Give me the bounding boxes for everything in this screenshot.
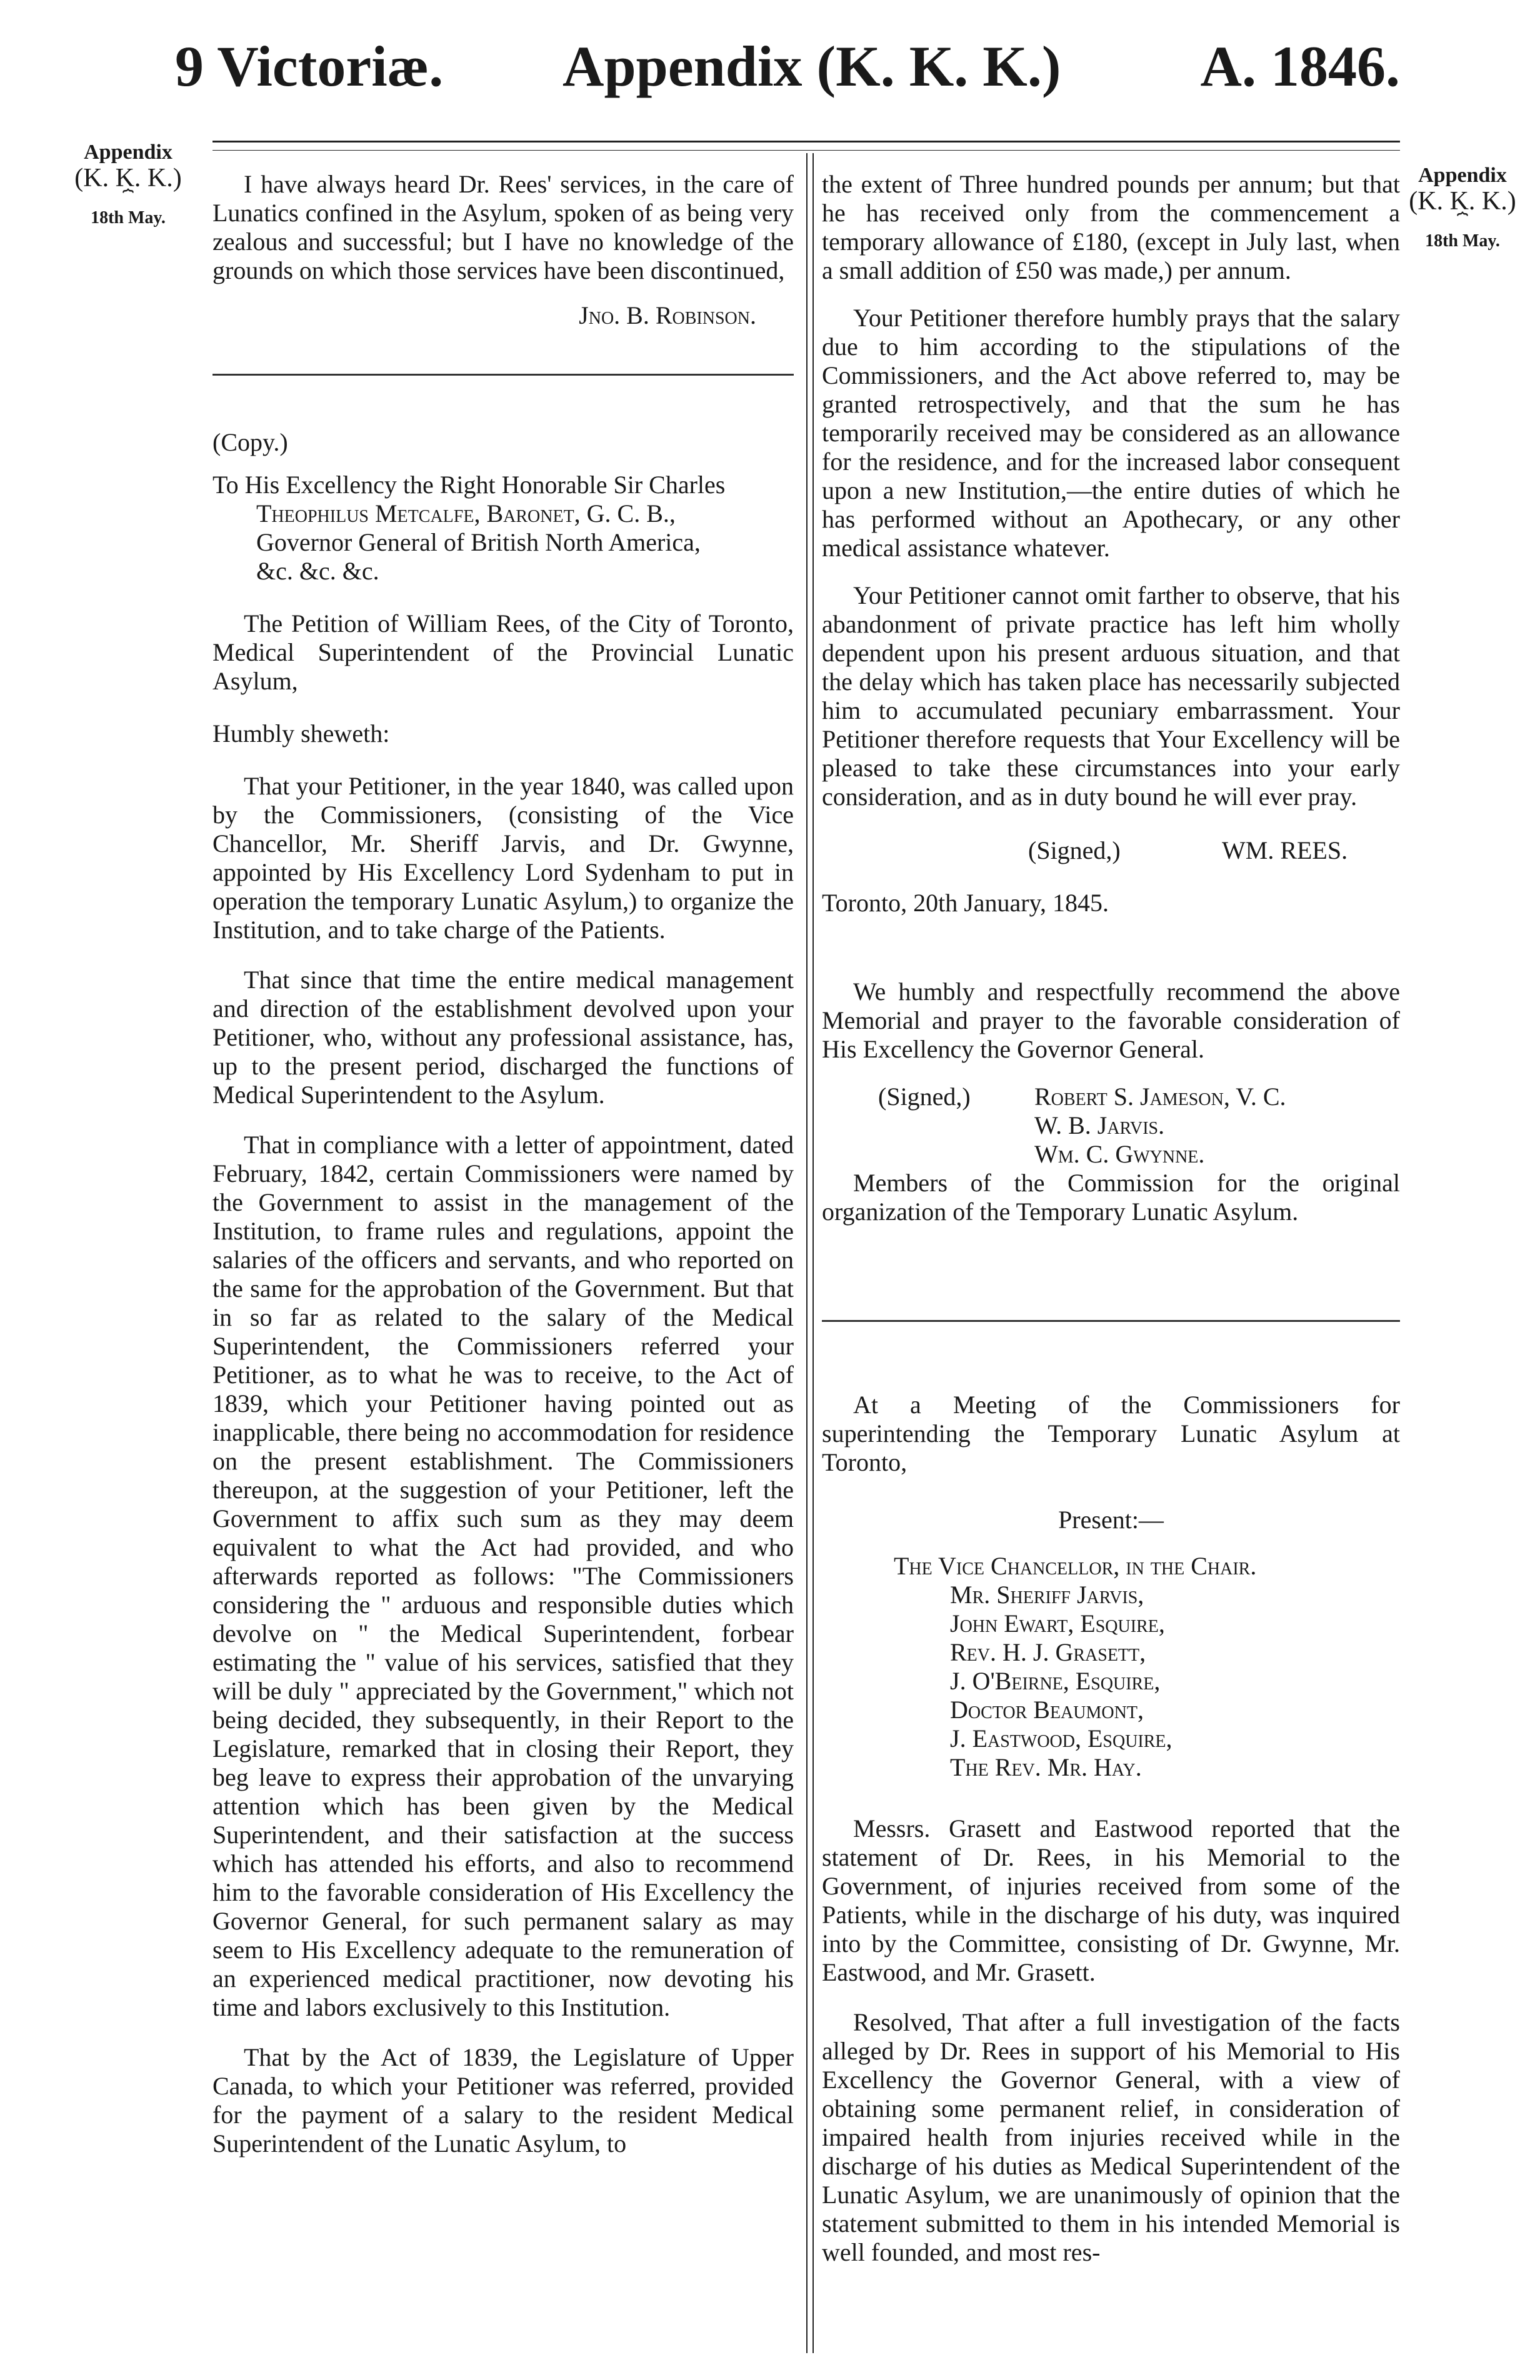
attendee: J. Eastwood, Esquire, <box>950 1724 1172 1752</box>
petition-paragraph: Your Petitioner therefore humbly prays that the salary due to him according to the stipulations of the Commissioners, and the Act above referred to, may be granted retrospectively, and that the sum he has temporarily received may be considered as an allowance for the residence, and for the increased labor consequent upon a new Institution,—the entire duties of which he has performed without an Apothecary, or any other medical assistance whatever. <box>822 304 1400 562</box>
margin-brace: ⏞ <box>122 189 134 210</box>
signer: Robert S. Jameson, V. C. <box>1034 1082 1286 1111</box>
section-rule <box>212 374 794 376</box>
signed-label: (Signed,) <box>878 1082 971 1111</box>
header-appendix: Appendix (K. K. K.) <box>562 34 1061 98</box>
present-label: Present:— <box>1058 1506 1164 1534</box>
petition-paragraph: That by the Act of 1839, the Legislature of Upper Canada, to which your Petitioner was referred, provided for the payment of a salary to the resident Medical Superintendent of the Lunatic Asylum, to <box>212 2043 794 2158</box>
letter-text: I have always heard Dr. Rees' services, in the care of Lunatics confined in the Asylum, spoken of as being very zealous and successful; but I have no knowledge of the grounds on which those services have been discontinued, <box>212 170 794 284</box>
margin-date: 18th May. <box>91 208 166 228</box>
address-block <box>212 471 794 586</box>
address-line: To His Excellency the Right Honorable Sir Charles <box>212 471 726 499</box>
signed-label: (Signed,) <box>1028 836 1121 864</box>
attendee-list <box>822 1552 1400 1782</box>
attendee: The Vice Chancellor, in the Chair. <box>894 1552 1257 1580</box>
petition-paragraph: Your Petitioner cannot omit farther to observe, that his abandonment of private practice has left him wholly dependent upon his present arduous situation, and that the delay which has taken place has necessarily subjected him to accumulated pecuniary embarrassment. Your Petitioner therefore requests that Your Excellency will be pleased to take these circumstances into your early consideration, and as in duty bound he will ever pray. <box>822 581 1400 811</box>
commission-members: Members of the Commission for the original organization of the Temporary Lunatic Asylum. <box>822 1169 1400 1226</box>
petition-paragraph: the extent of Three hundred pounds per annum; but that he has received only from the commencement a temporary allowance of £180, (except in July last, when a small addition of £50 was made,) per annum. <box>822 170 1400 284</box>
commission-signatures <box>822 1082 1400 1169</box>
column-divider-inner <box>812 153 814 2353</box>
address-line: Governor General of British North America, <box>256 528 701 556</box>
attendee: Mr. Sheriff Jarvis, <box>950 1581 1144 1609</box>
margin-label-right <box>1403 164 1522 251</box>
attendee: John Ewart, Esquire, <box>950 1609 1165 1638</box>
signed-name: WM. REES. <box>1222 836 1348 864</box>
committee-report: Messrs. Grasett and Eastwood reported that the statement of Dr. Rees, in his Memorial to the Government, of injuries received from some of the Patients, while in the discharge of his duty, was inquired into by the Committee, consisting of Dr. Gwynne, Mr. Eastwood, and Mr. Grasett. <box>822 1814 1400 1986</box>
column-divider <box>806 153 808 2353</box>
right-column <box>822 170 1400 2267</box>
signer: W. B. Jarvis. <box>1034 1111 1165 1139</box>
left-column <box>212 170 794 2158</box>
petition-paragraph: That since that time the entire medical management and direction of the establishment devolved upon your Petitioner, who, without any professional assistance, has, up to the present period, discharged the functions of Medical Superintendent to the Asylum. <box>212 966 794 1109</box>
header-rule <box>212 141 1400 142</box>
address-line: &c. &c. &c. <box>256 557 379 585</box>
header-rule-thin <box>212 150 1400 151</box>
page-header <box>175 25 1400 119</box>
margin-title: Appendix <box>84 141 172 164</box>
attendee: J. O'Beirne, Esquire, <box>950 1667 1161 1695</box>
attendee: Rev. H. J. Grasett, <box>950 1638 1146 1666</box>
petition-paragraph: That in compliance with a letter of appointment, dated February, 1842, certain Commissioners were named by the Government to assist in the management of the Institution, to frame rules and regulations, appoint the salaries of the officers and servants, and who reported on the same for the approbation of the Government. But that in so far as related to the salary of the Medical Superintendent, the Commissioners referred your Petitioner, as to what he was to receive, to the Act of 1839, which your Petitioner having pointed out as inapplicable, there being no accommodation for residence on the present establishment. The Commissioners thereupon, at the suggestion of your Petitioner, left the Government to affix such sum as they may deem equivalent to what the Act had provided, and who afterwards reported as follows: "The Commissioners considering the " arduous and responsible duties which devolve on " the Medical Superintendent, forbear estimating the " value of his services, satisfied that they will be duly " appreciated by the Government," which not being decided, they subsequently, in their Report to the Legislature, remarked that in closing their Report, they beg leave to express their approbation of the unvarying attention which has been given by the Medical Superintendent, and their satisfaction at the success which has attended his efforts, and also to recommend him to the favorable consideration of His Excellency the Governor General, for such permanent salary as may seem to His Excellency adequate to the remuneration of an experienced medical practitioner, now devoting his time and labors exclusively to this Institution. <box>212 1131 794 2021</box>
header-session: 9 Victoriæ. <box>175 34 444 98</box>
recommendation: We humbly and respectfully recommend the above Memorial and prayer to the favorable consideration of His Excellency the Governor General. <box>822 978 1400 1063</box>
petition-signature <box>822 836 1400 865</box>
attendee: Doctor Beaumont, <box>950 1696 1144 1724</box>
signer: Wm. C. Gwynne. <box>1034 1140 1205 1168</box>
margin-code: (K. K. K.) <box>74 164 182 192</box>
resolution: Resolved, That after a full investigation of the facts alleged by Dr. Rees in support of his Memorial to His Excellency the Governor General, with a view of obtaining some permanent relief, in consideration of impaired health from injuries received while in the discharge of his duties as Medical Superintendent of the Lunatic Asylum, we are unanimously of opinion that the statement submitted to them in his intended Memorial is well founded, and most res- <box>822 2008 1400 2266</box>
margin-code: (K. K. K.) <box>1409 187 1516 216</box>
petition-intro: The Petition of William Rees, of the City of Toronto, Medical Superintendent of the Provincial Lunatic Asylum, <box>212 609 794 695</box>
attendee: The Rev. Mr. Hay. <box>950 1753 1142 1781</box>
address-line: Theophilus Metcalfe, Baronet, G. C. B., <box>256 499 676 528</box>
section-rule <box>822 1320 1400 1322</box>
margin-date: 18th May. <box>1425 231 1500 251</box>
margin-brace: ⏞ <box>1457 212 1468 233</box>
copy-label: (Copy.) <box>212 428 288 456</box>
meeting-intro: At a Meeting of the Commissioners for superintending the Temporary Lunatic Asylum at Toronto, <box>822 1391 1400 1476</box>
petition-paragraph: That your Petitioner, in the year 1840, was called upon by the Commissioners, (consisting of the Vice Chancellor, Mr. Sheriff Jarvis, and Dr. Gwynne, appointed by His Excellency Lord Sydenham to put in operation the temporary Lunatic Asylum,) to organize the Institution, and to take charge of the Patients. <box>212 772 794 944</box>
margin-title: Appendix <box>1418 164 1507 187</box>
humbly-sheweth: Humbly sheweth: <box>212 719 390 748</box>
header-year: A. 1846. <box>1200 34 1400 98</box>
place-date: Toronto, 20th January, 1845. <box>822 889 1109 917</box>
letter-signature: Jno. B. Robinson. <box>579 301 756 329</box>
margin-label-left <box>69 141 188 228</box>
